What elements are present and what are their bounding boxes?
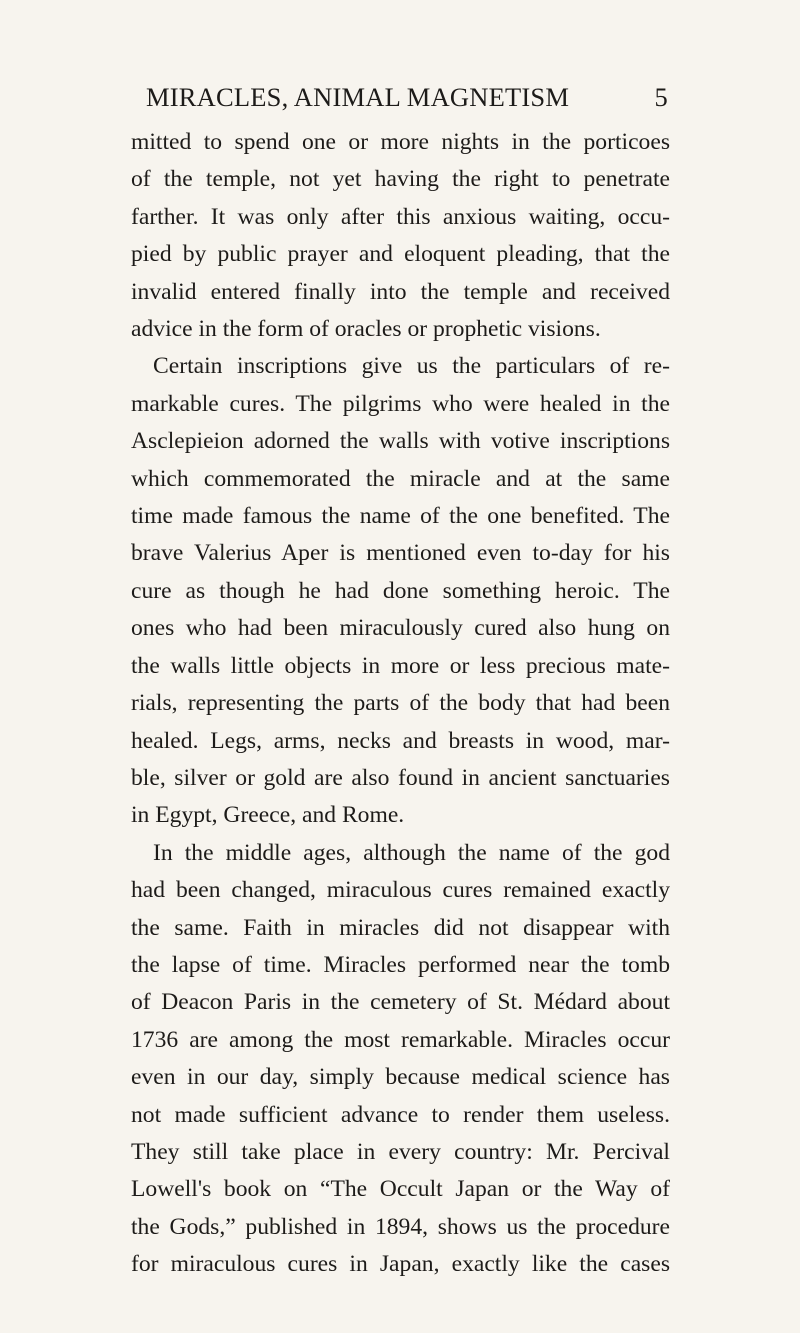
text-line: 1736 are among the most remarkable. Miracles occur [131, 1026, 670, 1053]
text-line: had been changed, miraculous cures remained exactly [131, 877, 670, 904]
text-line: ones who had been miraculously cured also hung on [131, 615, 670, 642]
body-text [131, 124, 670, 1284]
text-line: the Gods,” published in 1894, shows us the procedure [131, 1213, 670, 1240]
text-line: invalid entered finally into the temple and received [131, 278, 670, 305]
text-line: healed. Legs, arms, necks and breasts in wood, mar- [131, 727, 670, 754]
page-number: 5 [654, 82, 668, 112]
text-line: In the middle ages, although the name of the god [153, 839, 670, 866]
text-line: time made famous the name of the one benefited. The [131, 503, 670, 530]
text-line: for miraculous cures in Japan, exactly like the cases [131, 1251, 670, 1278]
text-line: Lowell's book on “The Occult Japan or the Way of [131, 1176, 670, 1203]
text-line: of the temple, not yet having the right to penetrate [131, 166, 670, 193]
text-line: ble, silver or gold are also found in ancient sanctuaries [131, 764, 670, 791]
text-line: in Egypt, Greece, and Rome. [131, 802, 405, 829]
text-line: the lapse of time. Miracles performed near the tomb [131, 951, 670, 978]
text-line: Asclepieion adorned the walls with votive inscriptions [131, 428, 670, 455]
text-line: rials, representing the parts of the body that had been [131, 690, 670, 717]
text-line: mitted to spend one or more nights in the porticoes [131, 129, 670, 155]
text-line: cure as though he had done something heroic. The [131, 577, 670, 604]
running-head-title: MIRACLES, ANIMAL MAGNETISM [146, 82, 570, 112]
text-line: brave Valerius Aper is mentioned even to-day for his [131, 540, 670, 567]
text-line: even in our day, simply because medical science has [131, 1064, 670, 1091]
text-line: which commemorated the miracle and at the same [131, 465, 670, 492]
text-line: Certain inscriptions give us the particulars of re- [153, 353, 670, 380]
text-line: farther. It was only after this anxious waiting, occu- [131, 203, 670, 230]
text-line: not made sufficient advance to render them useless. [131, 1101, 670, 1128]
text-line: They still take place in every country: Mr. Percival [131, 1138, 670, 1165]
text-line: of Deacon Paris in the cemetery of St. Médard about [131, 989, 670, 1016]
text-line: the walls little objects in more or less precious mate- [131, 652, 670, 679]
text-line: markable cures. The pilgrims who were healed in the [131, 390, 670, 417]
text-line: the same. Faith in miracles did not disappear with [131, 914, 670, 941]
text-line: pied by public prayer and eloquent pleading, that the [131, 241, 670, 268]
text-line: advice in the form of oracles or prophetic visions. [131, 316, 601, 343]
running-head [146, 82, 668, 118]
